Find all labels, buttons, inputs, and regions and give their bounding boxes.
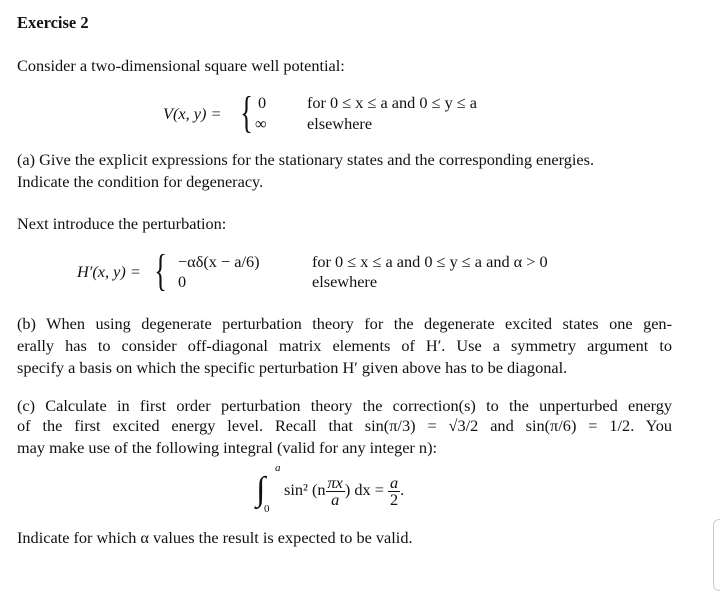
perturbation-lhs: H′(x, y) = xyxy=(77,262,141,281)
part-b-line-2: erally has to consider off-diagonal matrix elements of H′. Use a symmetry argument to xyxy=(17,336,672,355)
integral-upper-limit: a xyxy=(275,462,281,474)
part-c-line-3: may make use of the following integral (valid for any integer n): xyxy=(17,438,438,457)
part-b-line-1: (b) When using degenerate perturbation theory for the degenerate excited states one gen- xyxy=(17,314,672,333)
final-text: Indicate for which α values the result is expected to be valid. xyxy=(17,528,413,547)
potential-case2-condition: elsewhere xyxy=(307,114,373,133)
potential-case2-value: ∞ xyxy=(255,114,267,133)
part-b-line-3: specify a basis on which the specific perturbation H′ given above has to be diagonal. xyxy=(17,358,568,377)
potential-case1-condition: for 0 ≤ x ≤ a and 0 ≤ y ≤ a xyxy=(307,93,478,112)
period: . xyxy=(400,480,405,499)
intro-text: Consider a two-dimensional square well potential: xyxy=(17,56,345,75)
left-brace: { xyxy=(154,246,167,295)
inner-denominator: a xyxy=(331,489,340,509)
exercise-title: Exercise 2 xyxy=(17,13,89,32)
side-widget-edge[interactable] xyxy=(713,519,720,591)
integrand: sin² (n xyxy=(284,480,326,499)
perturbation-case2-value: 0 xyxy=(178,272,187,291)
inner-fraction xyxy=(326,472,345,509)
potential-case1-value: 0 xyxy=(258,93,267,112)
part-a-line-1: (a) Give the explicit expressions for the stationary states and the corresponding energies. xyxy=(17,150,595,169)
rhs-numerator: a xyxy=(390,472,399,492)
perturbation-case2-condition: elsewhere xyxy=(312,272,378,291)
inner-numerator: πx xyxy=(327,472,343,492)
integral-lower-limit: 0 xyxy=(264,503,270,515)
part-c-line-1: (c) Calculate in first order perturbation theory the correction(s) to the unperturbed energy xyxy=(17,396,672,415)
part-a-line-2: Indicate the condition for degeneracy. xyxy=(17,172,264,191)
perturbation-case1-value: −αδ(x − a/6) xyxy=(178,252,260,271)
next-text: Next introduce the perturbation: xyxy=(17,214,227,233)
integral-sign: ∫ xyxy=(256,471,266,508)
left-brace: { xyxy=(240,88,253,137)
rhs-fraction xyxy=(388,472,400,509)
rhs-denominator: 2 xyxy=(390,489,399,509)
perturbation-case1-condition: for 0 ≤ x ≤ a and 0 ≤ y ≤ a and α > 0 xyxy=(312,252,548,271)
integrand-close: ) dx = xyxy=(344,480,384,499)
part-c-line-2: of the first excited energy level. Recall that sin(π/3) = √3/2 and sin(π/6) = 1/2. You xyxy=(17,416,672,435)
potential-lhs: V(x, y) = xyxy=(163,104,222,123)
